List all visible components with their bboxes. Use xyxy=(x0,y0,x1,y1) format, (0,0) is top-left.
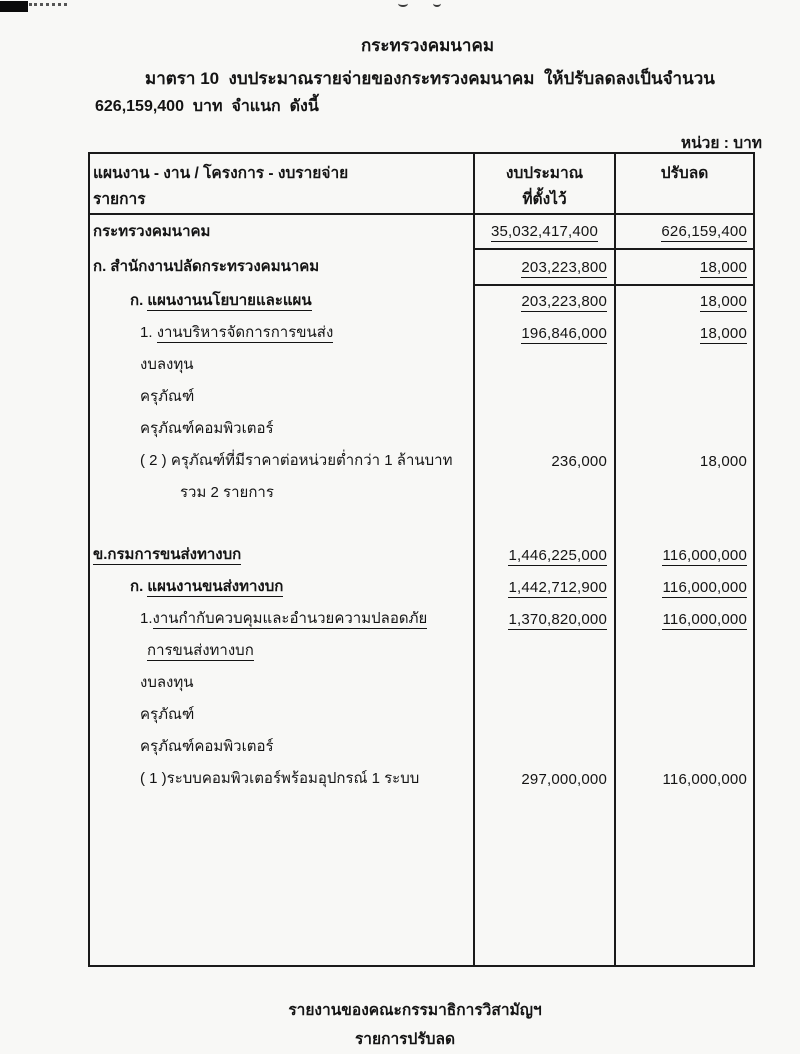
row-label: ก. สำนักงานปลัดกระทรวงคมนาคม xyxy=(93,257,320,275)
row-label: รวม 2 รายการ xyxy=(180,483,274,501)
table-row xyxy=(89,285,754,317)
row-label: ครุภัณฑ์ xyxy=(140,387,195,405)
reduce-value: 18,000 xyxy=(699,452,747,470)
reduce-cell xyxy=(615,539,754,571)
budget-cell xyxy=(474,214,615,249)
table-header-row xyxy=(89,153,754,214)
reduce-value: 116,000,000 xyxy=(662,578,747,596)
row-label: งานกำกับควบคุมและอำนวยความปลอดภัย xyxy=(152,609,428,627)
header-reduce-label: ปรับลด xyxy=(660,165,709,182)
reduce-cell xyxy=(615,603,754,635)
budget-value: 297,000,000 xyxy=(521,770,607,788)
row-label: ครุภัณฑ์คอมพิวเตอร์ xyxy=(140,419,274,437)
budget-cell xyxy=(474,603,615,635)
reduce-cell xyxy=(615,731,754,763)
scan-artifact-black-mark xyxy=(0,1,28,12)
row-label: การขนส่งทางบก xyxy=(147,641,254,659)
header-reduce-column xyxy=(615,153,754,214)
row-label-cell xyxy=(89,349,474,381)
table-row xyxy=(89,571,754,603)
budget-cell xyxy=(474,413,615,445)
header-plan-column xyxy=(89,153,474,214)
row-label-cell xyxy=(89,635,474,667)
reduce-value: 18,000 xyxy=(699,324,747,342)
budget-cell xyxy=(474,763,615,795)
row-label: กระทรวงคมนาคม xyxy=(93,222,211,240)
budget-table xyxy=(88,152,755,967)
scan-artifact-dotted-line xyxy=(29,3,67,6)
budget-cell xyxy=(474,249,615,285)
table-row xyxy=(89,763,754,795)
header-plan-line1: แผนงาน - งาน / โครงการ - งบรายจ่าย xyxy=(93,165,349,182)
row-label-cell xyxy=(89,699,474,731)
row-label-cell xyxy=(89,667,474,699)
row-label-cell xyxy=(89,285,474,317)
budget-cell xyxy=(474,731,615,763)
table-row xyxy=(89,413,754,445)
reduce-value: 116,000,000 xyxy=(662,610,747,628)
row-label: ( 2 ) ครุภัณฑ์ที่มีราคาต่อหน่วยต่ำกว่า 1 ล้านบาท xyxy=(140,451,453,469)
table-row xyxy=(89,249,754,285)
table-row xyxy=(89,539,754,571)
budget-cell xyxy=(474,635,615,667)
reduce-cell xyxy=(615,699,754,731)
row-label-cell xyxy=(89,249,474,285)
reduce-cell xyxy=(615,445,754,477)
row-label: ครุภัณฑ์ xyxy=(140,705,195,723)
budget-cell xyxy=(474,317,615,349)
reduce-value: 18,000 xyxy=(699,258,747,276)
row-label-prefix: 1. xyxy=(140,323,157,341)
table-filler-row xyxy=(89,795,754,966)
budget-value: 203,223,800 xyxy=(521,258,607,276)
row-label: ( 1 )ระบบคอมพิวเตอร์พร้อมอุปกรณ์ 1 ระบบ xyxy=(140,769,420,787)
budget-value: 35,032,417,400 xyxy=(490,223,599,240)
table-row xyxy=(89,699,754,731)
header-budget-column xyxy=(474,153,615,214)
section-clause-line: มาตรา 10 งบประมาณรายจ่ายของกระทรวงคมนาคม ให้ปรับลดลงเป็นจำนวน xyxy=(145,69,715,88)
scan-artifact-glyph-fragment xyxy=(433,0,441,7)
budget-cell xyxy=(474,349,615,381)
table-row xyxy=(89,731,754,763)
budget-cell xyxy=(474,285,615,317)
row-label-cell xyxy=(89,731,474,763)
budget-value: 1,370,820,000 xyxy=(508,610,607,628)
footer-report-line: รายงานของคณะกรรมาธิการวิสามัญฯ xyxy=(288,1002,542,1019)
row-label: งบลงทุน xyxy=(140,673,194,691)
footer-adjustment-line: รายการปรับลด xyxy=(354,1031,456,1048)
row-label-cell xyxy=(89,317,474,349)
table-row xyxy=(89,214,754,249)
row-label-cell xyxy=(89,445,474,477)
row-label: งบลงทุน xyxy=(140,355,194,373)
budget-value: 1,446,225,000 xyxy=(508,546,607,564)
row-label-cell xyxy=(89,571,474,603)
reduce-cell xyxy=(615,317,754,349)
reduce-cell xyxy=(615,381,754,413)
row-label: แผนงานขนส่งทางบก xyxy=(147,577,284,595)
row-label-cell xyxy=(89,214,474,249)
budget-cell xyxy=(474,667,615,699)
row-label: แผนงานนโยบายและแผน xyxy=(147,291,312,309)
budget-value: 196,846,000 xyxy=(521,324,607,342)
row-label-cell xyxy=(89,477,474,509)
budget-cell xyxy=(474,539,615,571)
table-row xyxy=(89,349,754,381)
budget-cell xyxy=(474,571,615,603)
row-label: งานบริหารจัดการการขนส่ง xyxy=(156,323,334,341)
row-label-prefix: ก. xyxy=(130,577,148,595)
scan-artifact-glyph-fragment xyxy=(398,0,408,7)
row-label-prefix: ก. xyxy=(130,291,148,309)
budget-value: 1,442,712,900 xyxy=(508,578,607,596)
reduce-cell xyxy=(615,413,754,445)
table-spacer-row xyxy=(89,509,754,539)
reduce-cell xyxy=(615,214,754,249)
reduce-cell xyxy=(615,477,754,509)
document-title: กระทรวงคมนาคม xyxy=(360,36,495,55)
table-row xyxy=(89,445,754,477)
row-label: ข.กรมการขนส่งทางบก xyxy=(93,545,242,563)
reduce-cell xyxy=(615,249,754,285)
section-amount-line: 626,159,400 บาท จำแนก ดังนี้ xyxy=(95,98,319,115)
budget-value: 236,000 xyxy=(551,452,607,470)
header-budget-line1: งบประมาณ xyxy=(505,165,584,182)
table-row xyxy=(89,477,754,509)
reduce-value: 626,159,400 xyxy=(661,223,747,240)
table-row xyxy=(89,667,754,699)
budget-cell xyxy=(474,445,615,477)
reduce-cell xyxy=(615,285,754,317)
table-row xyxy=(89,603,754,635)
row-label-cell xyxy=(89,413,474,445)
budget-cell xyxy=(474,699,615,731)
table-row xyxy=(89,381,754,413)
reduce-value: 116,000,000 xyxy=(662,546,747,564)
table-row xyxy=(89,317,754,349)
row-label-cell xyxy=(89,381,474,413)
row-label-cell xyxy=(89,763,474,795)
reduce-cell xyxy=(615,635,754,667)
table-row xyxy=(89,635,754,667)
reduce-cell xyxy=(615,571,754,603)
row-label-cell xyxy=(89,603,474,635)
row-label-prefix: 1. xyxy=(140,609,153,627)
reduce-cell xyxy=(615,763,754,795)
reduce-cell xyxy=(615,667,754,699)
header-plan-line2: รายการ xyxy=(93,191,146,208)
budget-cell xyxy=(474,477,615,509)
reduce-value: 116,000,000 xyxy=(662,770,747,788)
row-label-cell xyxy=(89,539,474,571)
reduce-cell xyxy=(615,349,754,381)
budget-cell xyxy=(474,381,615,413)
budget-value: 203,223,800 xyxy=(521,293,607,310)
row-label: ครุภัณฑ์คอมพิวเตอร์ xyxy=(140,737,274,755)
unit-label: หน่วย : บาท xyxy=(680,135,762,152)
header-budget-line2: ที่ตั้งไว้ xyxy=(522,191,567,208)
reduce-value: 18,000 xyxy=(699,293,747,310)
